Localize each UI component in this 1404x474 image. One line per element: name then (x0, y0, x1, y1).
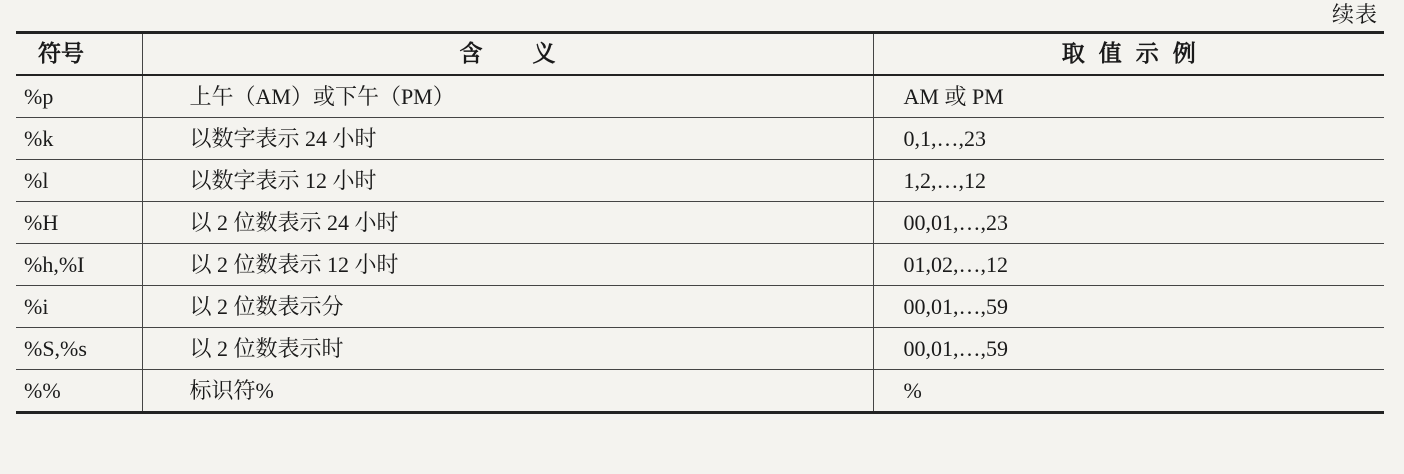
cell-example: 00,01,…,23 (873, 202, 1384, 244)
cell-meaning: 以 2 位数表示分 (142, 286, 873, 328)
cell-example: 00,01,…,59 (873, 328, 1384, 370)
cell-meaning: 以数字表示 24 小时 (142, 118, 873, 160)
cell-symbol: %k (16, 118, 142, 160)
cell-symbol: %H (16, 202, 142, 244)
cell-meaning: 以 2 位数表示 12 小时 (142, 244, 873, 286)
header-symbol: 符号 (16, 33, 142, 76)
table-row (16, 286, 1384, 328)
header-meaning: 含义 (142, 33, 873, 76)
cell-symbol: %i (16, 286, 142, 328)
table-row (16, 202, 1384, 244)
table-caption: 续表 (1331, 2, 1378, 27)
table-row (16, 118, 1384, 160)
cell-meaning: 标识符% (142, 370, 873, 413)
cell-symbol: %S,%s (16, 328, 142, 370)
header-example: 取值示例 (873, 33, 1384, 76)
table-row (16, 328, 1384, 370)
cell-example: 01,02,…,12 (873, 244, 1384, 286)
cell-example: AM 或 PM (873, 75, 1384, 118)
cell-symbol: %% (16, 370, 142, 413)
cell-symbol: %h,%I (16, 244, 142, 286)
cell-meaning: 以 2 位数表示时 (142, 328, 873, 370)
cell-symbol: %p (16, 75, 142, 118)
table-row (16, 244, 1384, 286)
table-row (16, 75, 1384, 118)
cell-example: 1,2,…,12 (873, 160, 1384, 202)
cell-example: 00,01,…,59 (873, 286, 1384, 328)
table-row (16, 370, 1384, 413)
table-row (16, 160, 1384, 202)
format-symbol-table (16, 31, 1384, 414)
cell-meaning: 以 2 位数表示 24 小时 (142, 202, 873, 244)
cell-meaning: 以数字表示 12 小时 (142, 160, 873, 202)
cell-example: % (873, 370, 1384, 413)
cell-symbol: %l (16, 160, 142, 202)
cell-meaning: 上午（AM）或下午（PM） (142, 75, 873, 118)
table-header-row (16, 33, 1384, 76)
cell-example: 0,1,…,23 (873, 118, 1384, 160)
